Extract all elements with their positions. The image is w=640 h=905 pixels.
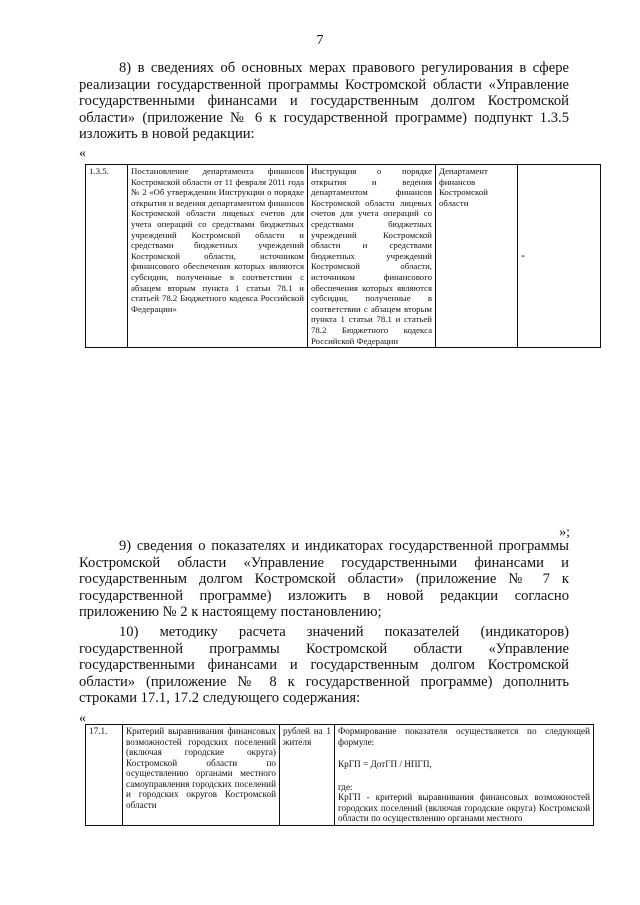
term-cell	[518, 165, 601, 348]
closing-quote-1: »;	[559, 525, 570, 540]
table-row	[86, 725, 594, 826]
where-label: где:	[338, 781, 353, 792]
item-10-paragraph: 10) методику расчета значений показателей (индикаторов) государственной программы Костромской области «Управление государственными финансами и государственным долгом Костромской области» (приложение № 8 к государственной программе) дополнить строками 17.1, 17.2 следующего содержания:	[79, 624, 569, 707]
table-row	[86, 165, 601, 348]
row-number-cell: 17.1.	[86, 725, 123, 826]
indicator-method-table	[85, 724, 594, 826]
executor-cell: Департамент финансов Костромской области	[436, 165, 518, 348]
term-value: -	[521, 248, 525, 263]
item-9-paragraph: 9) сведения о показателях и индикаторах государственной программы Костромской области «Управление государственными финансами и государственным долгом Костромской области» (приложение № 7 к государственной программе) изложить в новой редакции согласно приложению № 2 к настоящему постановлению;	[79, 538, 569, 621]
opening-quote-1: «	[79, 146, 86, 161]
indicator-name-cell: Критерий выравнивания финансовых возможностей городских поселений (включая городские округа) Костромской области по осуществлению органами местного самоуправления городских поселений и городских округов Костромской области	[123, 725, 280, 826]
formula: КрГП = ДотГП / НПГП,	[338, 759, 432, 769]
regulation-content-cell: Инструкция о порядке открытия и ведения департаментом финансов Костромской области лицевых счетов для учета операций со средствами бюджетных учреждений Костромской области и средствами бюджетных учреждений Костромской области, источником финансового обеспечения которых являются субсидии, полученные в соответствии с абзацем вторым пункта 1 статьи 78.1 и статьей 78.2 Бюджетного кодекса Российской Федерации	[308, 165, 436, 348]
formula-definition: КрГП - критерий выравнивания финансовых возможностей городских поселений (включая городские округа) Костромской области по осуществлению органами местного	[338, 792, 590, 823]
unit-cell: рублей на 1 жителя	[280, 725, 335, 826]
page-number: 7	[316, 33, 324, 48]
legal-regulation-table	[85, 164, 601, 348]
method-cell	[335, 725, 594, 826]
row-number-cell: 1.3.5.	[86, 165, 128, 348]
method-intro: Формирование показателя осуществляется по следующей формуле:	[338, 726, 590, 747]
item-8-paragraph: 8) в сведениях об основных мерах правового регулирования в сфере реализации государственной программы Костромской области «Управление государственными финансами и государственным долгом Костромской области» (приложение № 6 к государственной программе) подпункт 1.3.5 изложить в новой редакции:	[79, 60, 569, 143]
opening-quote-2: «	[79, 711, 86, 726]
legal-act-cell: Постановление департамента финансов Костромской области от 11 февраля 2011 года № 2 «Об утверждении Инструкции о порядке открытия и ведения департаментом финансов Костромской области лицевых счетов для учета операций со средствами бюджетных учреждений Костромской области и средствами бюджетных учреждений Костромской области, источником финансового обеспечения которых являются субсидии, полученные в соответствии с абзацем вторым пункта 1 статьи 78.1 и статьей 78.2 Бюджетного кодекса Российской Федерации»	[128, 165, 308, 348]
